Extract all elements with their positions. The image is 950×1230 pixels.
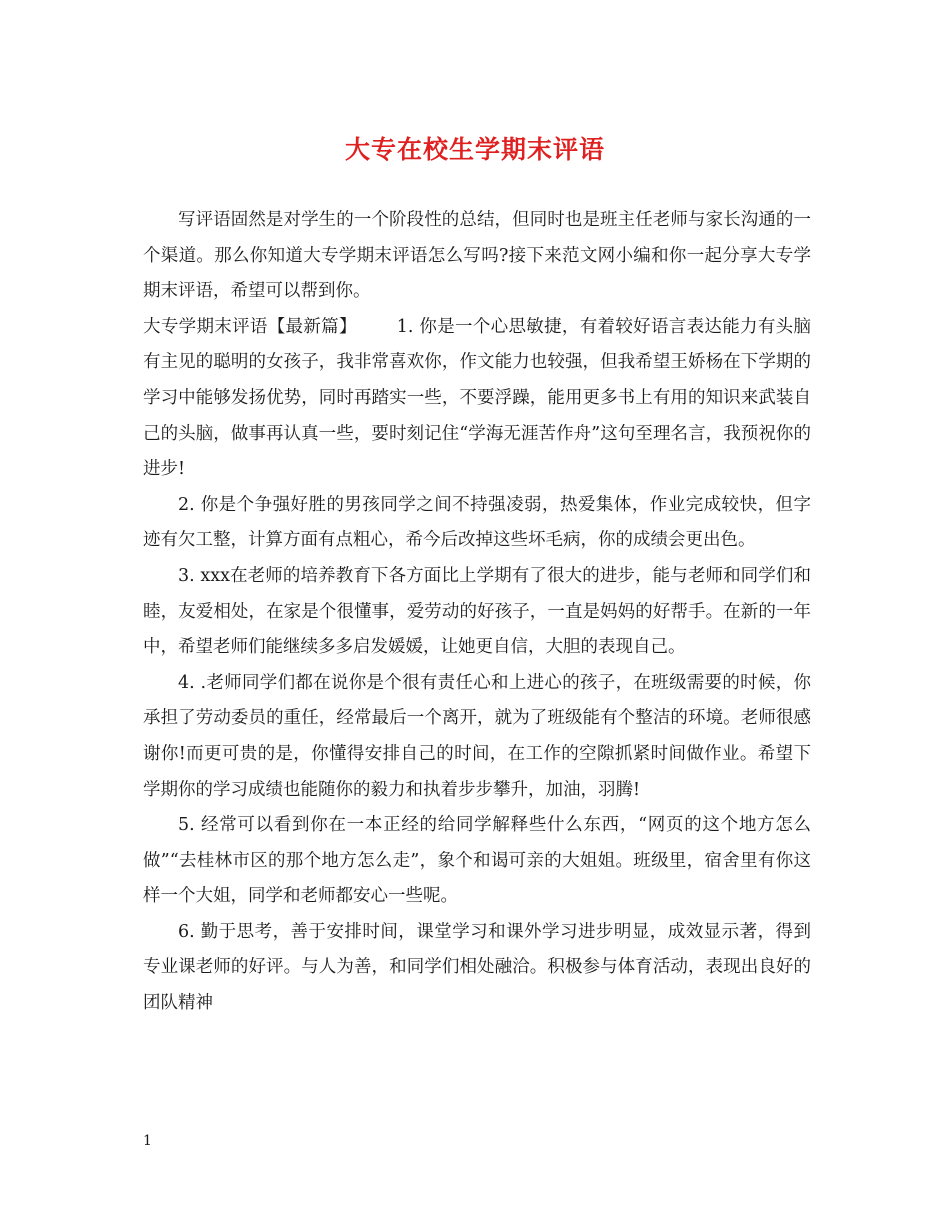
comment-item-6: 6. 勤于思考，善于安排时间，课堂学习和课外学习进步明显，成效显示著，得到专业课老师的好评。与人为善，和同学们相处融洽。积极参与体育活动，表现出良好的团队精神: [143, 921, 811, 1014]
comment-item-3: 3. xxx在老师的培养教育下各方面比上学期有了很大的进步，能与老师和同学们和睦，友爱相处，在家是个很懂事，爱劳动的好孩子，一直是妈妈的好帮手。在新的一年中，希望老师们能继续多多启发媛媛，让她更自信，大胆的表现自己。: [143, 565, 811, 658]
document-title: 大专在校生学期末评语: [344, 135, 605, 164]
comment-item-5: 5. 经常可以看到你在一本正经的给同学解释些什么东西，“网页的这个地方怎么做”“去桂林市区的那个地方怎么走”，象个和谒可亲的大姐姐。班级里，宿舍里有你这样一个大姐，同学和老师都安心一些呢。: [143, 815, 811, 907]
document-body: [143, 203, 811, 1022]
comment-item-4: 4. .老师同学们都在说你是个很有责任心和上进心的孩子，在班级需要的时候，你承担了劳动委员的重任，经常最后一个离开，就为了班级能有个整洁的环境。老师很感谢你!而更可贵的是，你懂得安排自己的时间，在工作的空隙抓紧时间做作业。希望下学期你的学习成绩也能随你的毅力和执着步步攀升，加油，羽腾!: [143, 672, 811, 800]
section-heading: 大专学期末评语【最新篇】: [143, 316, 357, 337]
section-paragraph: [143, 310, 811, 488]
comment-item-2: 2. 你是个争强好胜的男孩同学之间不持强凌弱，热爱集体，作业完成较快，但字迹有欠工整，计算方面有点粗心，希今后改掉这些坏毛病，你的成绩会更出色。: [143, 494, 811, 551]
page-number: 1: [143, 1133, 152, 1149]
intro-paragraph: 写评语固然是对学生的一个阶段性的总结，但同时也是班主任老师与家长沟通的一个渠道。那么你知道大专学期末评语怎么写吗?接下来范文网小编和你一起分享大专学期末评语，希望可以帮到你。: [143, 210, 811, 302]
comment-item-1: 1. 你是一个心思敏捷，有着较好语言表达能力有头脑有主见的聪明的女孩子，我非常喜欢你，作文能力也较强，但我希望王娇杨在下学期的学习中能够发扬优势，同时再踏实一些，不要浮躁，能用更多书上有用的知识来武装自己的头脑，做事再认真一些，要时刻记住“学海无涯苦作舟”这句至理名言，我预祝你的进步!: [143, 316, 812, 480]
